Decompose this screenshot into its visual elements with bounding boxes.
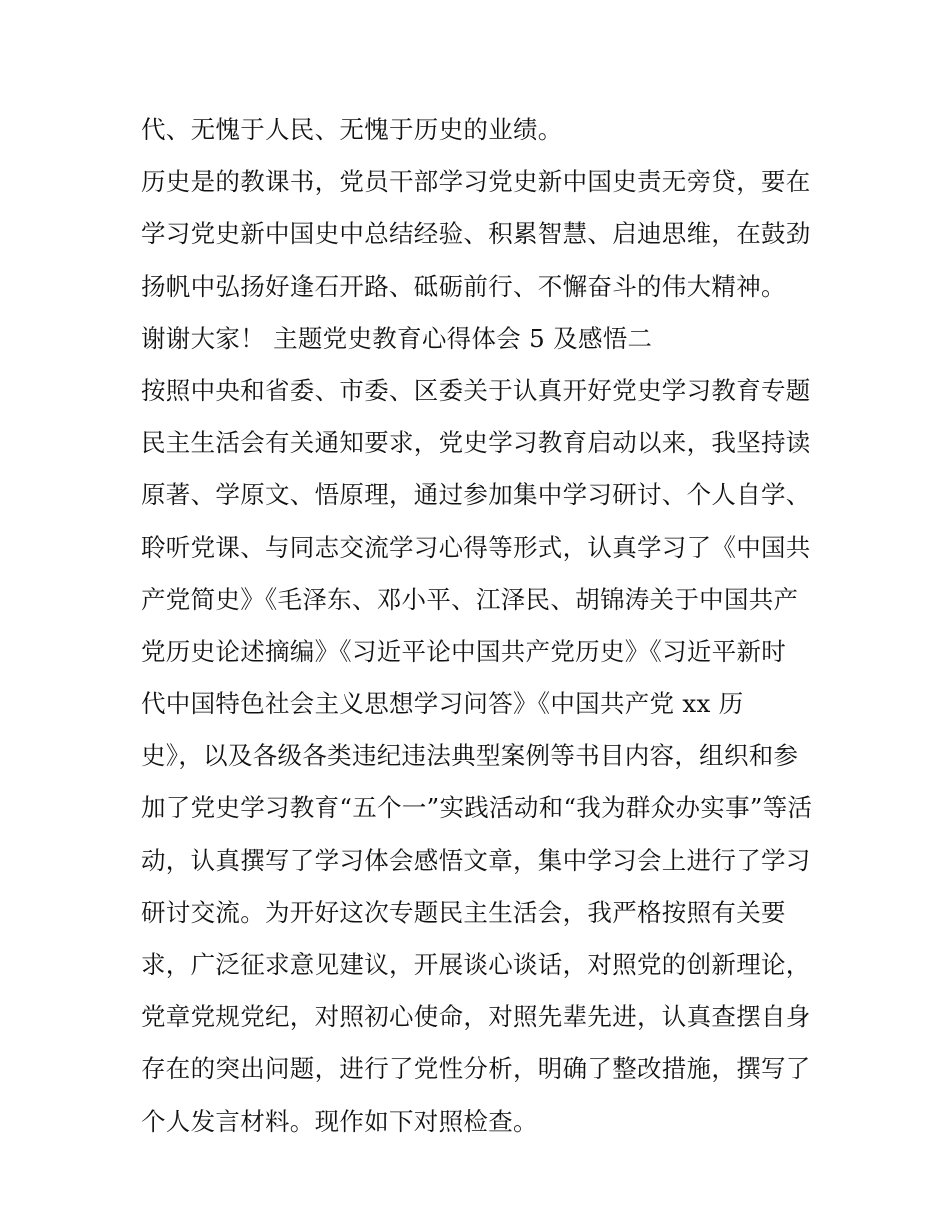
body-text <box>141 104 841 1148</box>
text-line: 历史是的教课书，党员干部学习党史新中国史责无旁贷，要在 <box>141 167 811 197</box>
text-line: 研讨交流。为开好这次专题民主生活会，我严格按照有关要 <box>141 897 786 927</box>
text-line: 党历史论述摘编》《习近平论中国共产党历史》《习近平新时 <box>141 636 787 666</box>
text-line: 动，认真撰写了学习体会感悟文章，集中学习会上进行了学习 <box>141 845 811 875</box>
text-line: 学习党史新中国史中总结经验、积累智慧、启迪思维，在鼓劲 <box>141 219 811 249</box>
text-line: 加了党史学习教育“五个一”实践活动和“我为群众办实事”等活 <box>141 793 813 823</box>
text-line: 个人发言材料。现作如下对照检查。 <box>141 1106 538 1136</box>
text-line: 原著、学原文、悟原理，通过参加集中学习研讨、个人自学、 <box>141 480 811 510</box>
text-line: 党章党规党纪，对照初心使命，对照先辈先进，认真查摆自身 <box>141 1002 811 1032</box>
text-line: 聆听党课、与同志交流学习心得等形式，认真学习了《中国共 <box>141 532 811 562</box>
text-line: 按照中央和省委、市委、区委关于认真开好党史学习教育专题 <box>141 375 811 405</box>
text-line: 代、无愧于人民、无愧于历史的业绩。 <box>141 115 563 144</box>
text-line: 代中国特色社会主义思想学习问答》《中国共产党 xx 历 <box>141 689 744 719</box>
text-line: 扬帆中弘扬好逢石开路、砥砺前行、不懈奋斗的伟大精神。 <box>141 271 786 301</box>
text-line: 谢谢大家！ 主题党史教育心得体会 5 及感悟二 <box>141 323 653 353</box>
text-line: 存在的突出问题，进行了党性分析，明确了整改措施，撰写了 <box>141 1054 811 1084</box>
text-line: 产党简史》《毛泽东、邓小平、江泽民、胡锦涛关于中国共产 <box>141 584 799 614</box>
text-line: 史》，以及各级各类违纪违法典型案例等书目内容，组织和参 <box>141 741 799 771</box>
text-line: 民主生活会有关通知要求，党史学习教育启动以来，我坚持读 <box>141 428 811 458</box>
text-line: 求，广泛征求意见建议，开展谈心谈话，对照党的创新理论， <box>141 950 811 979</box>
